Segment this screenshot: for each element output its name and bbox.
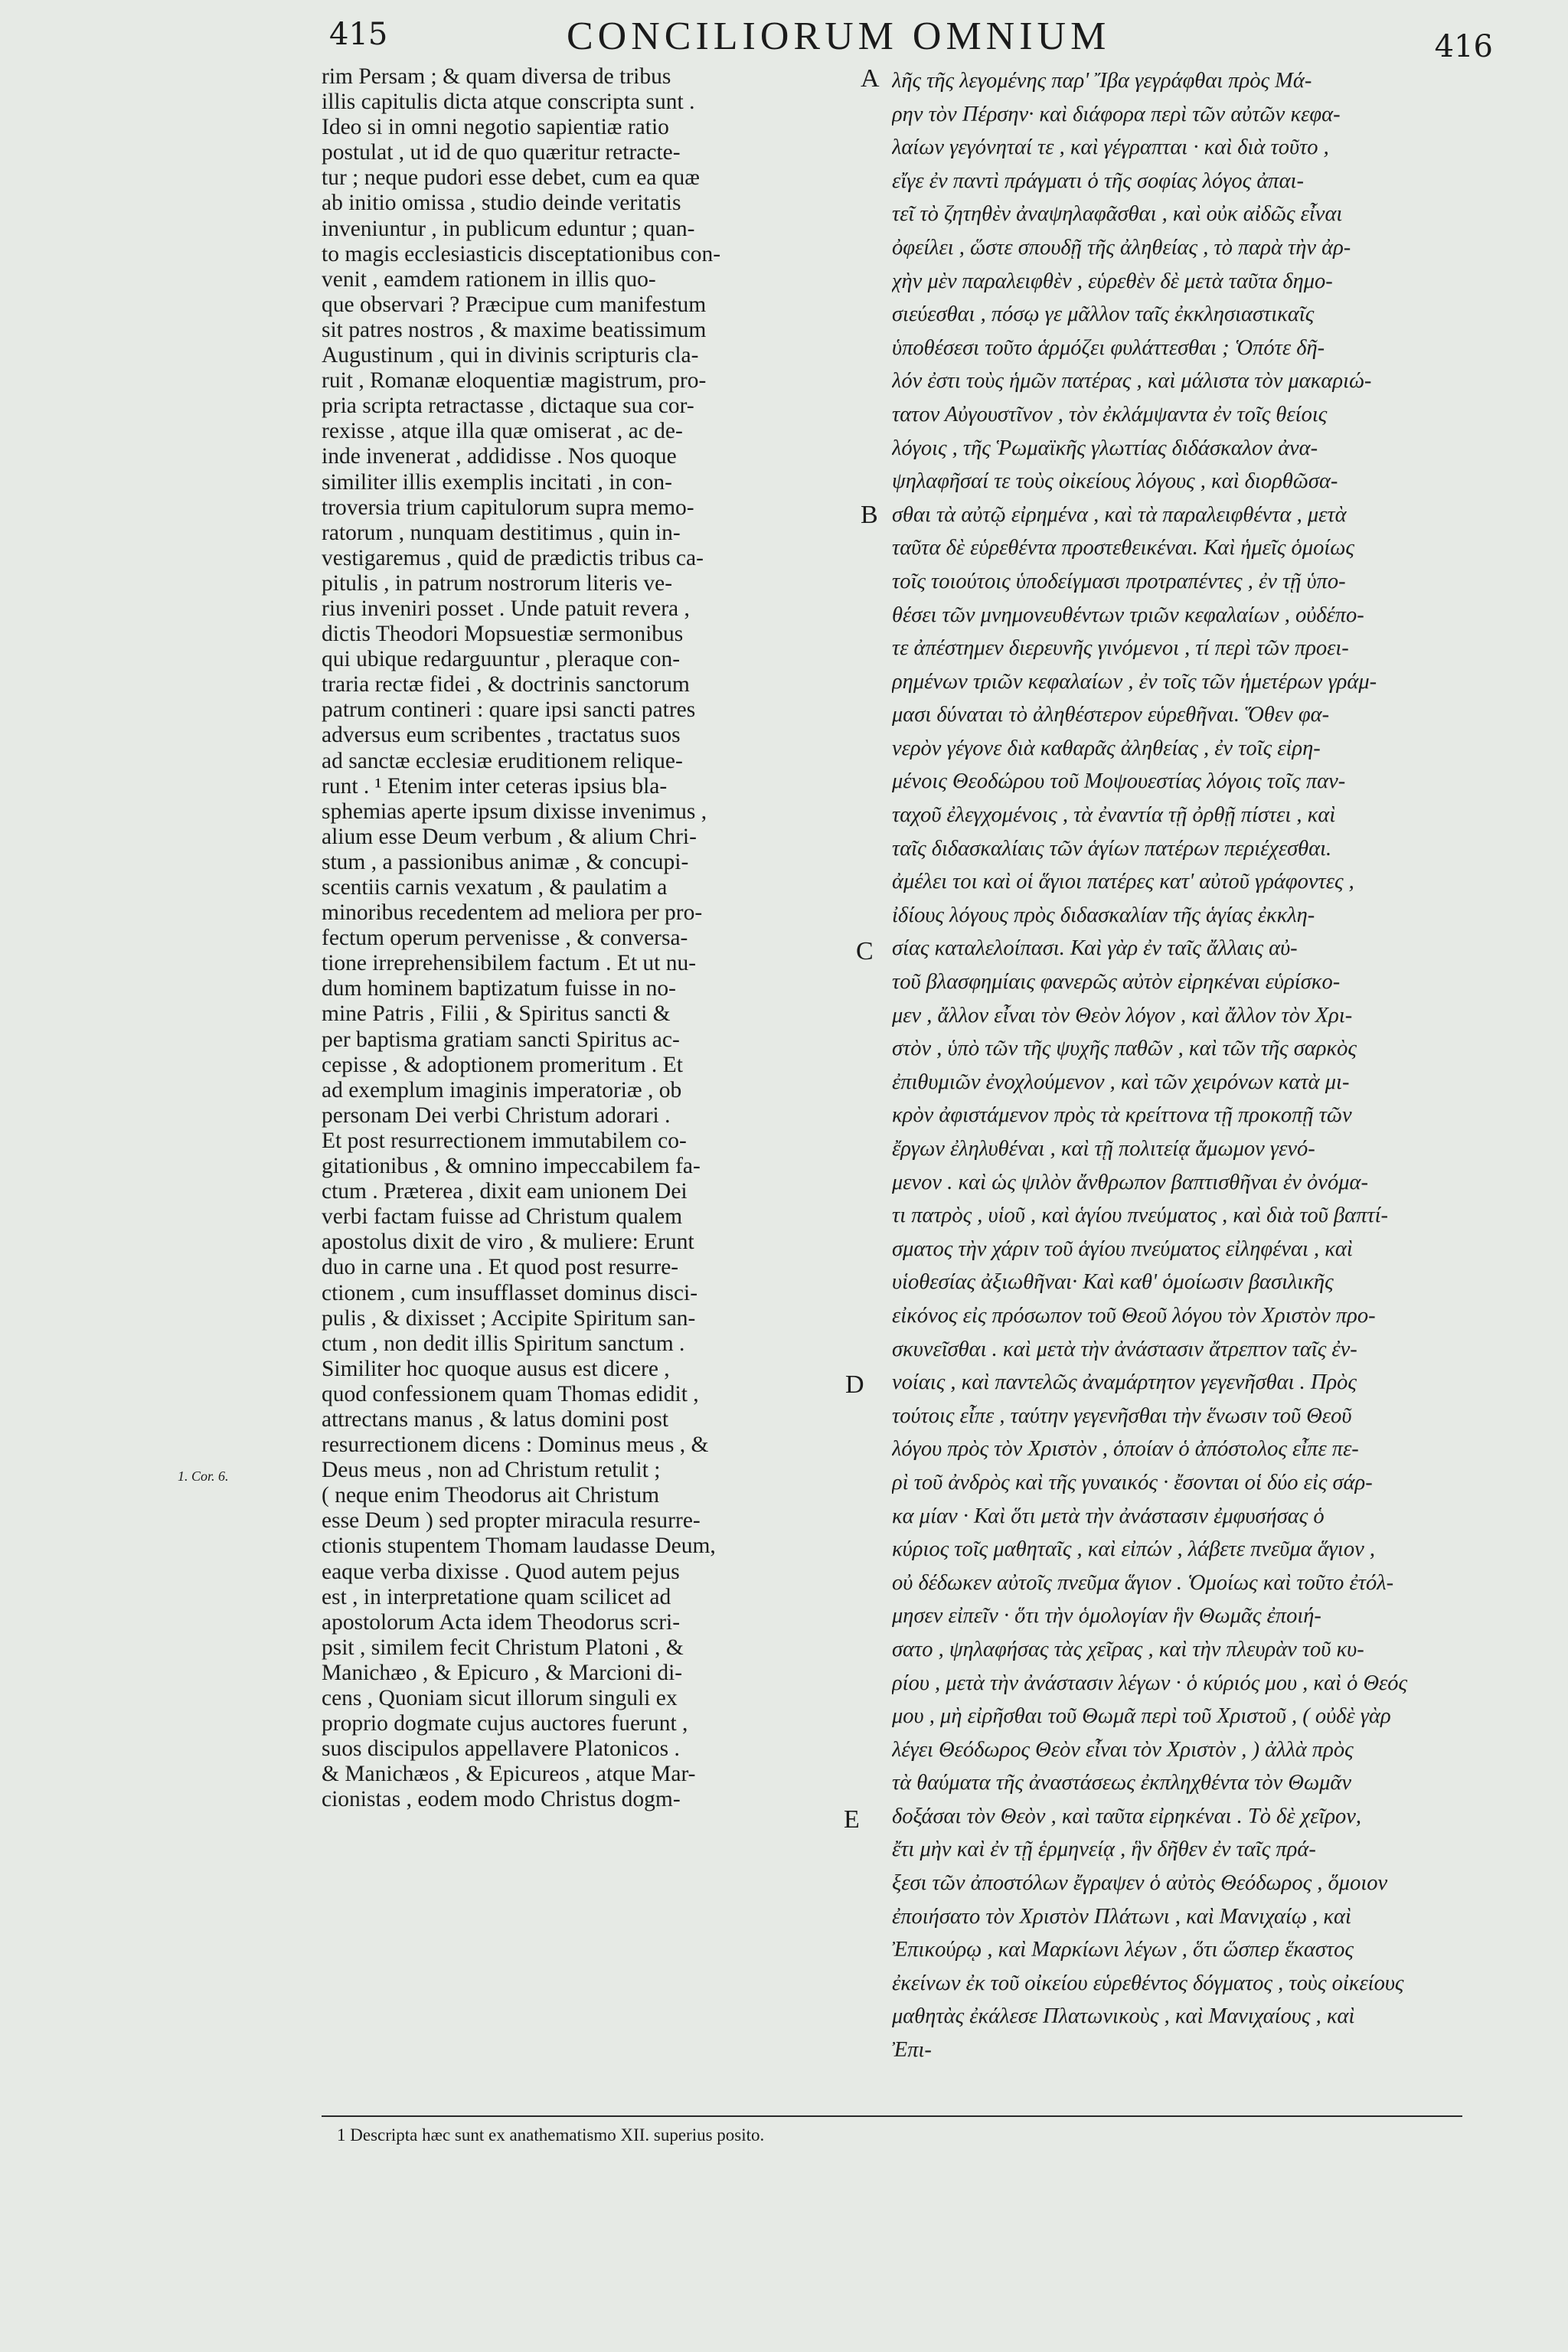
greek-text-line: ἀμέλει τοι καὶ οἱ ἅγιοι πατέρες κατ' αὐτοῦ γράφοντες , — [892, 870, 1354, 894]
latin-text-line: ab initio omissa , studio deinde veritatis — [322, 191, 681, 216]
greek-text-line: μεν , ἄλλον εἶναι τὸν Θεὸν λόγον , καὶ ἄλλον τὸν Χρι- — [892, 1003, 1353, 1027]
latin-text-line: cionistas , eodem modo Christus dogm- — [322, 1787, 681, 1812]
section-mark-d: D — [845, 1370, 864, 1399]
greek-text-line: κα μίαν · Καὶ ὅτι μετὰ τὴν ἀνάστασιν ἐμφυσήσας ὁ — [892, 1504, 1325, 1528]
greek-text-line: λόγου πρὸς τὸν Χριστὸν , ὁποίαν ὁ ἀπόστολος εἶπε πε- — [892, 1437, 1359, 1462]
latin-text-line: ( neque enim Theodorus ait Christum — [322, 1483, 660, 1508]
greek-text-line: λῆς τῆς λεγομένης παρ' Ἴβα γεγράφθαι πρὸς Μά- — [892, 69, 1312, 93]
greek-text-line: λόν ἐστι τοὺς ἡμῶν πατέρας , καὶ μάλιστα τὸν μακαριώ- — [892, 369, 1372, 394]
latin-text-line: scentiis carnis vexatum , & paulatim a — [322, 875, 668, 900]
greek-text-line: ἐποιήσατο τὸν Χριστὸν Πλάτωνι , καὶ Μανιχαίῳ , καὶ — [892, 1904, 1351, 1929]
greek-text-line: σκυνεῖσθαι . καὶ μετὰ τὴν ἀνάστασιν ἄτρεπτον ταῖς ἐν- — [892, 1337, 1357, 1361]
greek-text-line: ἐπιθυμιῶν ἐνοχλούμενον , καὶ τῶν χειρόνων κατὰ μι- — [892, 1070, 1350, 1094]
latin-text-line: pitulis , in patrum nostrorum literis ve- — [322, 570, 673, 596]
latin-text-line: postulat , ut id de quo quæritur retracte- — [322, 140, 681, 165]
greek-text-line: τὰ θαύματα τῆς ἀναστάσεως ἐκπληχθέντα τὸν Θωμᾶν — [892, 1771, 1352, 1795]
latin-text-line: Et post resurrectionem immutabilem co- — [322, 1128, 687, 1153]
greek-text-line: ἐκείνων ἐκ τοῦ οἰκείου εὑρεθέντος δόγματος , τοὺς οἰκείους — [892, 1971, 1404, 1995]
latin-text-line: similiter illis exemplis incitati , in con- — [322, 469, 672, 495]
latin-text-line: tione irreprehensibilem factum . Et ut nu- — [322, 951, 697, 976]
latin-text-line: ratorum , nunquam destitimus , quin in- — [322, 520, 681, 545]
latin-text-line: suos discipulos appellavere Platonicos . — [322, 1736, 680, 1762]
latin-text-line: psit , similem fecit Christum Platoni , & — [322, 1635, 684, 1660]
latin-text-line: runt . ¹ Etenim inter ceteras ipsius bla- — [322, 773, 668, 799]
latin-text-line: inde invenerat , addidisse . Nos quoque — [322, 444, 677, 469]
latin-text-line: stum , a passionibus animæ , & concupi- — [322, 849, 689, 874]
latin-text-line: ctionem , cum insufflasset dominus disci- — [322, 1280, 698, 1305]
greek-text-line: ρημένων τριῶν κεφαλαίων , ἐν τοῖς τῶν ἡμετέρων γράμ- — [892, 669, 1377, 694]
greek-text-line: ὑποθέσεσι τοῦτο ἁρμόζει φυλάττεσθαι ; Ὁπότε δῆ- — [892, 335, 1325, 360]
page-number-right: 416 — [1434, 29, 1493, 64]
greek-text-line: ταῦτα δὲ εὑρεθέντα προστεθεικέναι. Καὶ ἡμεῖς ὁμοίως — [892, 536, 1354, 560]
latin-text-line: Similiter hoc quoque ausus est dicere , — [322, 1356, 670, 1381]
latin-text-line: quod confessionem quam Thomas edidit , — [322, 1381, 699, 1406]
margin-note: 1. Cor. 6. — [178, 1468, 229, 1484]
greek-text-line: σθαι τὰ αὐτῷ εἰρημένα , καὶ τὰ παραλειφθέντα , μετὰ — [892, 502, 1347, 527]
latin-text-line: est , in interpretatione quam scilicet ad — [322, 1584, 671, 1609]
running-header — [329, 14, 1493, 64]
latin-text-line: ctionis stupentem Thomam laudasse Deum, — [322, 1534, 716, 1559]
greek-text-line: εἰκόνος εἰς πρόσωπον τοῦ Θεοῦ λόγου τὸν Χριστὸν προ- — [892, 1303, 1376, 1328]
latin-text-line: verbi factam fuisse ad Christum qualem — [322, 1204, 683, 1230]
greek-text-line: μησεν εἰπεῖν · ὅτι τὴν ὁμολογίαν ἣν Θωμᾶς ἐποιή- — [892, 1604, 1321, 1628]
latin-text-line: mine Patris , Filii , & Spiritus sancti & — [322, 1001, 671, 1027]
latin-text-line: Augustinum , qui in divinis scripturis cla- — [322, 343, 699, 368]
greek-text-line: λαίων γεγόνηταί τε , καὶ γέγραπται · καὶ διὰ τοῦτο , — [892, 136, 1329, 160]
greek-text-line: τοῦ βλασφημίαις φανερῶς αὐτὸν εἰρηκέναι εὑρίσκο- — [892, 970, 1341, 995]
greek-text-line: ρὶ τοῦ ἀνδρὸς καὶ τῆς γυναικός · ἔσονται οἱ δύο εἰς σάρ- — [892, 1470, 1373, 1494]
greek-text-line: οὐ δέδωκεν αὐτοῖς πνεῦμα ἅγιον . Ὁμοίως καὶ τοῦτο ἐτόλ- — [892, 1570, 1394, 1595]
latin-text-line: illis capitulis dicta atque conscripta sunt . — [322, 90, 695, 115]
greek-text-line: μένοις Θεοδώρου τοῦ Μοψουεστίας λόγοις τοῖς παν- — [892, 769, 1346, 794]
latin-text-line: & Manichæos , & Epicureos , atque Mar- — [322, 1762, 696, 1787]
latin-text-line: inveniuntur , in publicum eduntur ; quan- — [322, 216, 695, 241]
greek-text-line: λόγοις , τῆς Ῥωμαϊκῆς γλωττίας διδάσκαλον ἀνα- — [892, 436, 1318, 460]
latin-text-line: tur ; neque pudori esse debet, cum ea quæ — [322, 165, 700, 191]
latin-text-line: fectum operum pervenisse , & conversa- — [322, 926, 688, 951]
greek-text-line: λέγει Θεόδωρος Θεὸν εἶναι τὸν Χριστὸν , ) ἀλλὰ πρὸς — [892, 1737, 1354, 1762]
latin-text-line: pulis , & dixisset ; Accipite Spiritum san- — [322, 1305, 696, 1331]
greek-text-line: τεῖ τὸ ζητηθὲν ἀναψηλαφᾶσθαι , καὶ οὐκ αἰδῶς εἶναι — [892, 202, 1343, 227]
section-mark-a: A — [861, 64, 880, 93]
latin-text-line: que observari ? Præcipue cum manifestum — [322, 292, 707, 317]
greek-text-line: δοξάσαι τὸν Θεὸν , καὶ ταῦτα εἰρηκέναι . Τὸ δὲ χεῖρον, — [892, 1804, 1362, 1828]
latin-text-line: sphemias aperte ipsum dixisse invenimus , — [322, 799, 707, 824]
latin-text-line: dictis Theodori Mopsuestiæ sermonibus — [322, 622, 684, 647]
greek-text-line: μου , μὴ εἰρῆσθαι τοῦ Θωμᾶ περὶ τοῦ Χριστοῦ , ( οὐδὲ γὰρ — [892, 1704, 1391, 1729]
greek-text-line: κύριος τοῖς μαθηταῖς , καὶ εἰπών , λάβετε πνεῦμα ἅγιον , — [892, 1537, 1375, 1562]
latin-text-line: duo in carne una . Et quod post resurre- — [322, 1255, 679, 1280]
latin-text-line: dum hominem baptizatum fuisse in no- — [322, 976, 676, 1001]
latin-text-line: rexisse , atque illa quæ omiserat , ac de- — [322, 419, 683, 444]
greek-text-line: τούτοις εἶπε , ταύτην γεγενῆσθαι τὴν ἕνωσιν τοῦ Θεοῦ — [892, 1403, 1352, 1428]
greek-text-line: τοῖς τοιούτοις ὑποδείγμασι προτραπέντες , ἐν τῇ ὑπο- — [892, 569, 1346, 593]
latin-column — [322, 64, 858, 1812]
greek-text-line: ὀφείλει , ὥστε σπουδῇ τῆς ἀληθείας , τὸ παρὰ τὴν ἀρ- — [892, 235, 1351, 260]
greek-text-line: χὴν μὲν παραλειφθὲν , εὑρεθὲν δὲ μετὰ ταῦτα δημο- — [892, 269, 1333, 293]
greek-text-line: ρίου , μετὰ τὴν ἀνάστασιν λέγων · ὁ κύριός μου , καὶ ὁ Θεός — [892, 1671, 1408, 1695]
latin-text-line: ruit , Romanæ eloquentiæ magistrum, pro- — [322, 368, 707, 394]
latin-text-line: traria rectæ fidei , & doctrinis sanctorum — [322, 672, 690, 697]
greek-text-line: ξεσι τῶν ἀποστόλων ἔγραψεν ὁ αὐτὸς Θεόδωρος , ὅμοιον — [892, 1871, 1388, 1896]
latin-text-line: esse Deum ) sed propter miracula resurre- — [322, 1508, 701, 1534]
greek-text-line: μαθητὰς ἐκάλεσε Πλατωνικοὺς , καὶ Μανιχαίους , καὶ — [892, 2004, 1355, 2029]
greek-text-line: ἰδίους λόγους πρὸς διδασκαλίαν τῆς ἁγίας ἐκκλη- — [892, 903, 1315, 927]
latin-text-line: alium esse Deum verbum , & alium Chri- — [322, 824, 697, 849]
section-mark-c: C — [856, 937, 874, 965]
latin-text-line: troversia trium capitulorum supra memo- — [322, 495, 694, 520]
greek-text-line: ταῖς διδασκαλίαις τῶν ἁγίων πατέρων περιέχεσθαι. — [892, 836, 1332, 861]
greek-text-line: εἴγε ἐν παντὶ πράγματι ὁ τῆς σοφίας λόγος ἀπαι- — [892, 168, 1304, 193]
latin-text-line: ad sanctæ ecclesiæ eruditionem relique- — [322, 748, 683, 773]
greek-text-line: νοίαις , καὶ παντελῶς ἀναμάρτητον γεγενῆσθαι . Πρὸς — [892, 1370, 1357, 1395]
latin-text-line: gitationibus , & omnino impeccabilem fa- — [322, 1154, 701, 1179]
footnote: 1 Descripta hæc sunt ex anathematismo XII. superius posito. — [337, 2125, 765, 2145]
latin-text-line: minoribus recedentem ad meliora per pro- — [322, 900, 703, 926]
footnote-rule — [322, 2115, 1462, 2117]
latin-text-line: Manichæo , & Epicuro , & Marcioni di- — [322, 1660, 683, 1685]
greek-text-line: κρὸν ἀφιστάμενον πρὸς τὰ κρείττονα τῇ προκοπῇ τῶν — [892, 1103, 1352, 1128]
greek-text-line: σματος τὴν χάριν τοῦ ἁγίου πνεύματος εἰληφέναι , καὶ — [892, 1236, 1353, 1261]
latin-text-line: per baptisma gratiam sancti Spiritus ac- — [322, 1027, 680, 1052]
latin-text-line: adversus eum scribentes , tractatus suos — [322, 723, 681, 748]
greek-text-line: μενον . καὶ ὡς ψιλὸν ἄνθρωπον βαπτισθῆναι ἐν ὀνόμα- — [892, 1170, 1368, 1194]
latin-text-line: venit , eamdem rationem in illis quo- — [322, 266, 656, 292]
page-number-left: 415 — [329, 17, 388, 52]
latin-text-line: pria scripta retractasse , dictaque sua cor- — [322, 394, 694, 419]
latin-text-line: attrectans manus , & latus domini post — [322, 1406, 669, 1432]
latin-text-line: Ideo si in omni negotio sapientiæ ratio — [322, 115, 669, 140]
greek-text-line: υἱοθεσίας ἀξιωθῆναι· Καὶ καθ' ὁμοίωσιν βασιλικῆς — [892, 1270, 1334, 1295]
latin-text-line: vestigaremus , quid de prædictis tribus ca- — [322, 545, 704, 570]
latin-text-line: personam Dei verbi Christum adorari . — [322, 1102, 671, 1128]
latin-text-line: ctum , non dedit illis Spiritum sanctum . — [322, 1331, 685, 1356]
latin-text-line: resurrectionem dicens : Dominus meus , & — [322, 1432, 709, 1458]
greek-text-line: ρην τὸν Πέρσην· καὶ διάφορα περὶ τῶν αὐτῶν κεφα- — [892, 102, 1341, 126]
greek-text-line: μασι δύναται τὸ ἀληθέστερον εὑρεθῆναι. Ὅθεν φα- — [892, 703, 1330, 727]
latin-text-line: apostolus dixit de viro , & muliere: Erunt — [322, 1230, 694, 1255]
latin-text-line: cepisse , & adoptionem promeritum . Et — [322, 1052, 683, 1077]
greek-text-line: σατο , ψηλαφήσας τὰς χεῖρας , καὶ τὴν πλευρὰν τοῦ κυ- — [892, 1637, 1364, 1661]
section-mark-e: E — [844, 1805, 860, 1834]
greek-text-line: θέσει τῶν μνημονευθέντων τριῶν κεφαλαίων , οὐδέπο- — [892, 603, 1364, 627]
latin-text-line: patrum contineri : quare ipsi sancti patres — [322, 697, 696, 723]
greek-text-line: ἔργων ἐληλυθέναι , καὶ τῇ πολιτείᾳ ἄμωμον γενό- — [892, 1137, 1315, 1161]
latin-text-line: to magis ecclesiasticis disceptationibus con- — [322, 241, 721, 266]
running-title: CONCILIORUM OMNIUM — [567, 15, 1111, 58]
greek-text-line: Ἐπι- — [892, 2038, 932, 2063]
latin-text-line: sit patres nostros , & maxime beatissimum — [322, 317, 707, 342]
greek-text-line: στὸν , ὑπὸ τῶν τῆς ψυχῆς παθῶν , καὶ τῶν τῆς σαρκὸς — [892, 1037, 1357, 1061]
latin-text-line: proprio dogmate cujus auctores fuerunt , — [322, 1711, 688, 1736]
greek-text-line: σιεύεσθαι , πόσῳ γε μᾶλλον ταῖς ἐκκλησιαστικαῖς — [892, 302, 1315, 327]
latin-text-line: rius inveniri posset . Unde patuit revera , — [322, 596, 690, 621]
greek-text-line: τε ἀπέστημεν διερευνῆς γινόμενοι , τί περὶ τῶν προει- — [892, 636, 1349, 661]
latin-text-line: ctum . Præterea , dixit eam unionem Dei — [322, 1179, 688, 1204]
latin-text-line: cens , Quoniam sicut illorum singuli ex — [322, 1686, 678, 1710]
section-mark-b: B — [861, 501, 878, 529]
greek-text-line: τι πατρὸς , υἱοῦ , καὶ ἁγίου πνεύματος , καὶ διὰ τοῦ βαπτί- — [892, 1204, 1389, 1228]
greek-text-line: ψηλαφῆσαί τε τοὺς οἰκείους λόγους , καὶ διορθῶσα- — [892, 469, 1338, 494]
greek-text-line: νερὸν γέγονε διὰ καθαρᾶς ἀληθείας , ἐν τοῖς εἰρη- — [892, 736, 1321, 760]
latin-text-line: Deus meus , non ad Christum retulit ; — [322, 1458, 661, 1483]
latin-text-line: qui ubique redarguuntur , pleraque con- — [322, 647, 681, 672]
latin-text-line: ad exemplum imaginis imperatoriæ , ob — [322, 1077, 682, 1102]
latin-text-line: rim Persam ; & quam diversa de tribus — [322, 64, 671, 89]
greek-text-line: Ἐπικούρῳ , καὶ Μαρκίωνι λέγων , ὅτι ὥσπερ ἕκαστος — [892, 1938, 1354, 1962]
latin-text-line: apostolorum Acta idem Theodorus scri- — [322, 1609, 681, 1635]
latin-text-line: eaque verba dixisse . Quod autem pejus — [322, 1559, 680, 1584]
greek-text-line: τατον Αὐγουστῖνον , τὸν ἐκλάμψαντα ἐν τοῖς θείοις — [892, 402, 1328, 426]
greek-text-line: σίας καταλελοίπασι. Καὶ γὰρ ἐν ταῖς ἄλλαις αὐ- — [892, 936, 1298, 961]
greek-text-line: ἔτι μὴν καὶ ἐν τῇ ἑρμηνείᾳ , ἣν δῆθεν ἐν ταῖς πρά- — [892, 1838, 1316, 1862]
greek-column — [892, 64, 1439, 2067]
greek-text-line: ταχοῦ ἐλεγχομένοις , τὰ ἐναντία τῇ ὀρθῇ πίστει , καὶ — [892, 803, 1336, 828]
